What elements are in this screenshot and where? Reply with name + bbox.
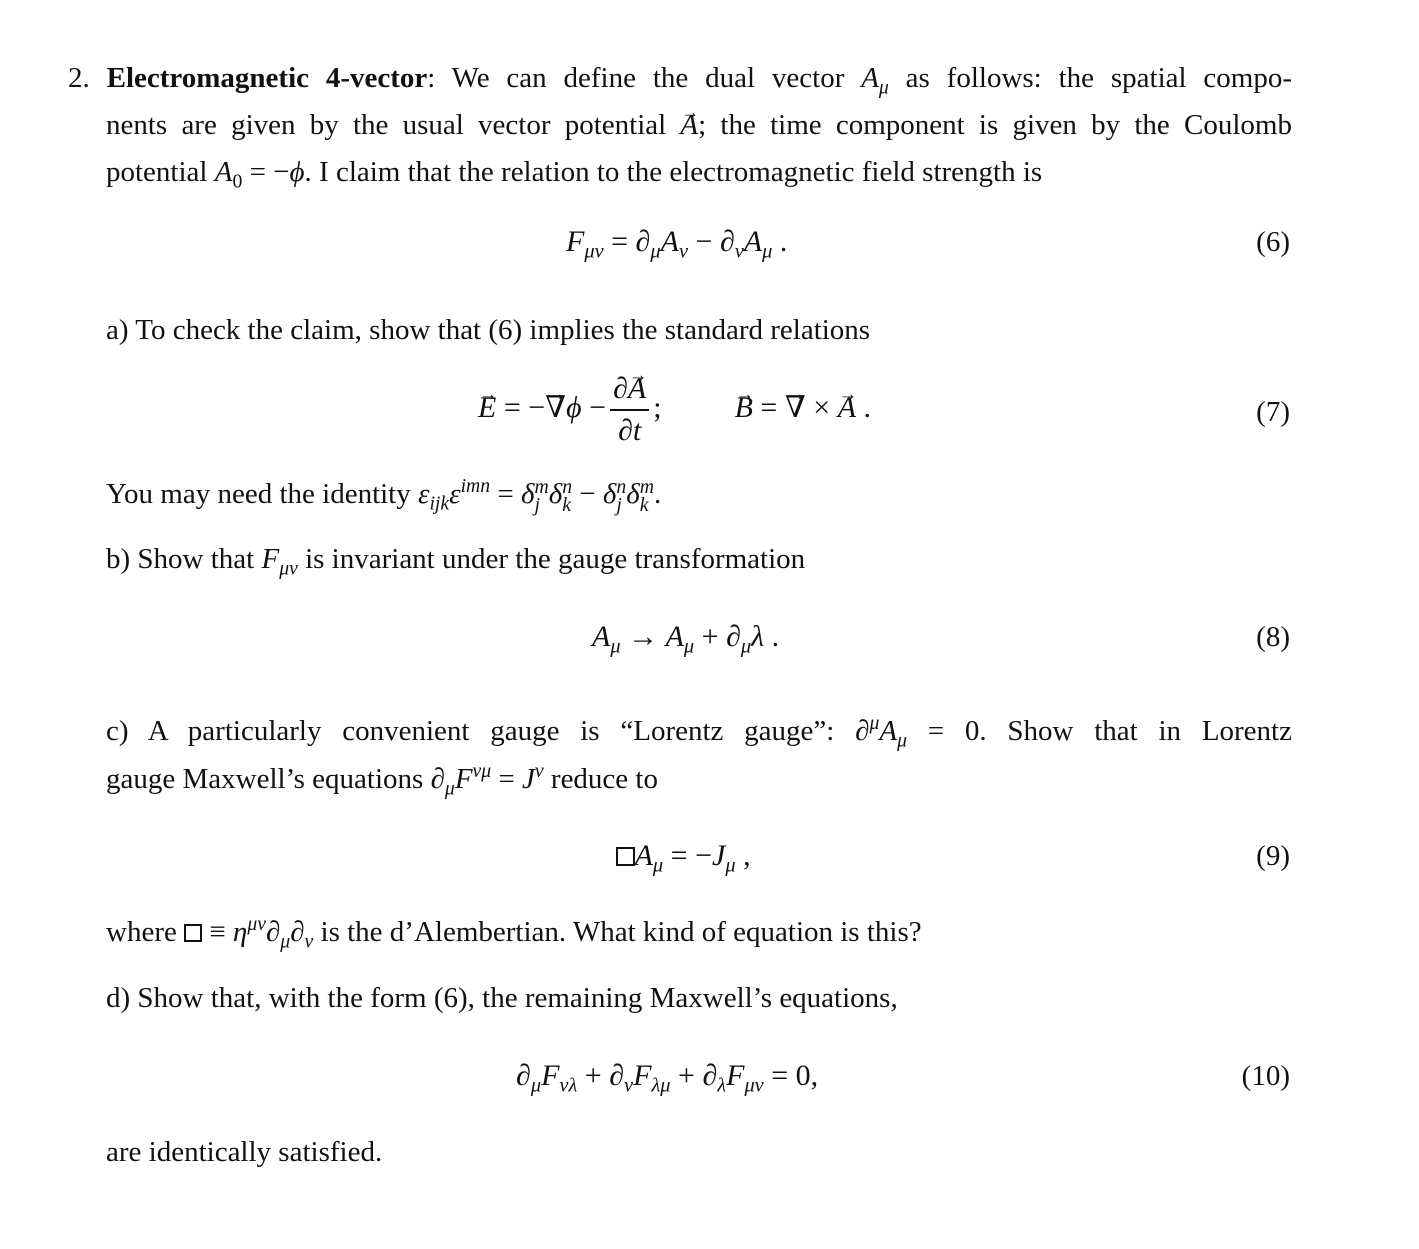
identity-text: You may need the identity <box>106 478 418 510</box>
intro-text: : We can define the dual vector <box>427 62 862 94</box>
part-c-text: c) A particularly convenient gauge is “Lorentz gauge”: <box>106 715 856 747</box>
intro-text: potential <box>106 156 215 188</box>
dalembertian-box <box>184 924 202 942</box>
part-b-text: b) Show that $F_{\mu\nu}$ is invariant under the gauge transformation <box>106 543 806 580</box>
equation-10: $\partial_\mu F_{\nu\lambda} + \partial_\nu F_{\lambda\mu} + \partial_\lambda F_{\mu\nu} = 0$, <box>516 1059 819 1097</box>
intro-text: ; the time component is given by the Coulomb <box>698 109 1292 141</box>
equation-number: (8) <box>1256 621 1290 653</box>
intro-text: as follows: the spatial compo- <box>888 62 1292 94</box>
identity-line: You may need the identity $\varepsilon_{ijk}\varepsilon^{imn} = \delta$ m j δ n k − δ n j δ m k . <box>106 475 662 517</box>
part-b-text-end: is invariant under the gauge transformation <box>297 543 806 575</box>
equation-8: $A_\mu \to A_\mu + \partial_\mu\lambda$ . <box>592 620 780 658</box>
part-b-text-start: b) Show that <box>106 543 262 575</box>
equation-number: (10) <box>1241 1060 1290 1092</box>
where-line: where ≡ $\eta^{\mu\nu}\partial_\mu\partial_\nu$ is the d’Alembertian. What kind of equation is this? <box>106 913 922 953</box>
math-A0: $A_0$ <box>214 156 243 193</box>
part-c-line-1: c) A particularly convenient gauge is “Lorentz gauge”: $\partial^\mu A_\mu = 0$. Show that in Lorentz <box>106 712 1292 752</box>
problem-number: 2. <box>68 62 90 94</box>
intro-line-1 <box>68 58 1292 98</box>
equation-number: (9) <box>1256 840 1290 872</box>
math-A-mu: $A_\mu$ <box>861 62 889 99</box>
equation-6: $F_{\mu\nu} = \partial_\mu A_\nu - \partial_\nu A_\mu$ . <box>566 225 788 263</box>
dalembertian-box <box>616 847 635 866</box>
intro-text: nents are given by the usual vector potential <box>106 109 681 141</box>
equation-number: (7) <box>1256 396 1290 428</box>
intro-line-3: potential $A_0 = -\phi$. I claim that the relation to the electromagnetic field strength is <box>106 156 1043 193</box>
where-text: is the d’Alembertian. What kind of equation is this? <box>313 916 922 948</box>
part-a-text: a) To check the claim, show that (6) implies the standard relations <box>106 314 871 346</box>
equation-9: $A_\mu = -J_\mu$ , <box>616 836 751 876</box>
part-c-text: Show that in Lorentz <box>1007 715 1292 747</box>
part-c-line-2: gauge Maxwell’s equations $\partial_\mu F^{\nu\mu} = J^\nu$ reduce to <box>106 760 658 800</box>
math-vector-A: → A <box>680 105 698 145</box>
equation-7: → E = −→ ∇ϕ − $\frac{\partial\to A}{\partial t}$ ; → B = → ∇ × → A . <box>478 368 871 449</box>
part-d-text: d) Show that, with the form (6), the remaining Maxwell’s equations, <box>106 982 898 1014</box>
problem-title: Electromagnetic 4-vector <box>106 62 428 94</box>
intro-line-2 <box>106 105 1292 145</box>
closing-text: are identically satisfied. <box>106 1136 383 1168</box>
equation-number: (6) <box>1256 226 1290 258</box>
part-c-text: reduce to <box>543 763 658 795</box>
intro-text: . I claim that the relation to the electromagnetic field strength is <box>304 156 1043 188</box>
where-text: where <box>106 916 185 948</box>
part-c-text: gauge Maxwell’s equations <box>106 763 431 795</box>
